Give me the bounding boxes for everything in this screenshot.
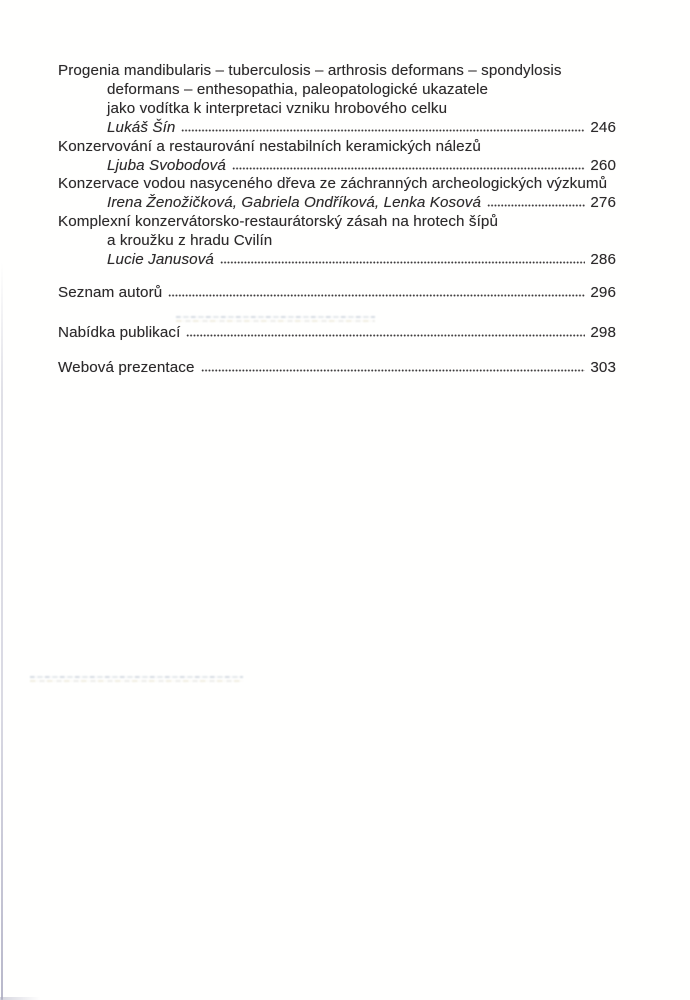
toc-section-row bbox=[58, 284, 616, 303]
toc-section-label: Nabídka publikací bbox=[58, 323, 181, 341]
table-of-contents bbox=[58, 62, 616, 378]
toc-title-line: jako vodítka k interpretaci vzniku hrobového celku bbox=[107, 99, 448, 117]
toc-section-label: Seznam autorů bbox=[58, 283, 163, 301]
toc-authors: Lucie Janusová bbox=[107, 251, 214, 269]
toc-page-number: 286 bbox=[590, 251, 616, 269]
toc-page-number: 298 bbox=[590, 323, 616, 341]
toc-author-row bbox=[58, 194, 616, 213]
toc-author-row bbox=[58, 119, 616, 138]
toc-title-line: a kroužku z hradu Cvilín bbox=[107, 232, 273, 250]
toc-title-line: Komplexní konzervátorsko-restaurátorský zásah na hrotech šípů bbox=[58, 213, 498, 231]
toc-page-number: 276 bbox=[590, 194, 616, 212]
toc-section-label: Webová prezentace bbox=[58, 358, 195, 376]
toc-authors: Lukáš Šín bbox=[107, 118, 176, 136]
dot-leader bbox=[220, 254, 585, 264]
dot-leader bbox=[168, 287, 585, 297]
toc-author-row bbox=[58, 157, 616, 176]
dot-leader bbox=[181, 122, 585, 132]
toc-title-line: Konzervování a restaurování nestabilních keramických nálezů bbox=[58, 137, 481, 155]
scan-edge bbox=[1, 262, 3, 1000]
toc-authors: Ljuba Svobodová bbox=[107, 156, 226, 174]
toc-page-number: 260 bbox=[590, 156, 616, 174]
toc-title-line: deformans – enthesopathia, paleopatologické ukazatele bbox=[107, 80, 489, 98]
toc-authors: Irena Ženožičková, Gabriela Ondříková, Lenka Kosová bbox=[107, 194, 482, 212]
toc-page-number: 303 bbox=[590, 358, 616, 376]
toc-section-row bbox=[58, 359, 616, 378]
toc-section-row bbox=[58, 324, 616, 343]
ghost-showthrough-smudge bbox=[176, 316, 375, 324]
dot-leader bbox=[487, 197, 585, 207]
ghost-showthrough-smudge bbox=[30, 676, 243, 684]
toc-page-number: 296 bbox=[590, 283, 616, 301]
toc-title-line: Progenia mandibularis – tuberculosis – arthrosis deformans – spondylosis bbox=[58, 62, 562, 79]
dot-leader bbox=[186, 327, 585, 337]
toc-author-row bbox=[58, 251, 616, 270]
dot-leader bbox=[201, 362, 586, 372]
toc-page-number: 246 bbox=[590, 118, 616, 136]
dot-leader bbox=[232, 160, 585, 170]
toc-title-line: Konzervace vodou nasyceného dřeva ze záchranných archeologických výzkumů bbox=[58, 175, 608, 193]
